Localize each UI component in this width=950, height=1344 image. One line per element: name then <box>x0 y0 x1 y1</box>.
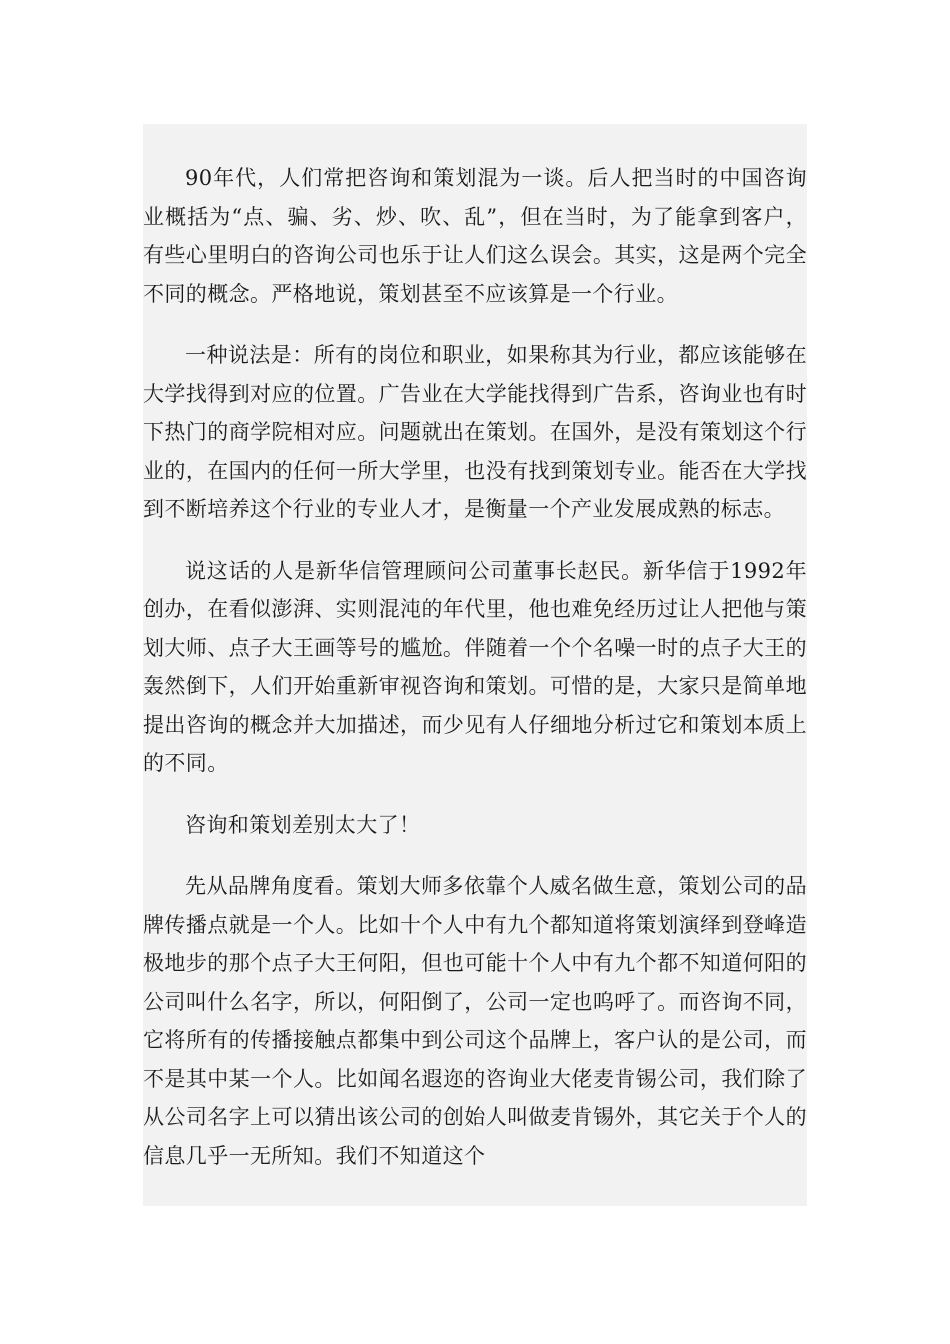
paragraph-5: 先从品牌角度看。策划大师多依靠个人威名做生意，策划公司的品牌传播点就是一个人。比如十个人中有九个都知道将策划演绎到登峰造极地步的那个点子大王何阳，但也可能十个人中有九个都不知道何阳的公司叫什么名字，所以，何阳倒了，公司一定也呜呼了。而咨询不同，它将所有的传播接触点都集中到公司这个品牌上，客户认的是公司，而不是其中某一个人。比如闻名遐迩的咨询业大佬麦肯锡公司，我们除了从公司名字上可以猜出该公司的创始人叫做麦肯锡外，其它关于个人的信息几乎一无所知。我们不知道这个 <box>143 874 807 1168</box>
paragraph-2: 一种说法是：所有的岗位和职业，如果称其为行业，都应该能够在大学找得到对应的位置。广告业在大学能找得到广告系，咨询业也有时下热门的商学院相对应。问题就出在策划。在国外，是没有策划这个行业的，在国内的任何一所大学里，也没有找到策划专业。能否在大学找到不断培养这个行业的专业人才，是衡量一个产业发展成熟的标志。 <box>143 343 807 521</box>
paragraph-4: 咨询和策划差别太大了！ <box>185 812 421 837</box>
document-text-block <box>143 124 807 1206</box>
paragraph-3: 说这话的人是新华信管理顾问公司董事长赵民。新华信于1992年创办，在看似澎湃、实则混沌的年代里，他也难免经历过让人把他与策划大师、点子大王画等号的尴尬。伴随着一个个名噪一时的点子大王的轰然倒下，人们开始重新审视咨询和策划。可惜的是，大家只是简单地提出咨询的概念并大加描述，而少见有人仔细地分析过它和策划本质上的不同。 <box>143 558 807 775</box>
paragraph-1: 90年代，人们常把咨询和策划混为一谈。后人把当时的中国咨询业概括为“点、骗、劣、炒、吹、乱”，但在当时，为了能拿到客户，有些心里明白的咨询公司也乐于让人们这么误会。其实，这是两个完全不同的概念。严格地说，策划甚至不应该算是一个行业。 <box>143 166 807 306</box>
